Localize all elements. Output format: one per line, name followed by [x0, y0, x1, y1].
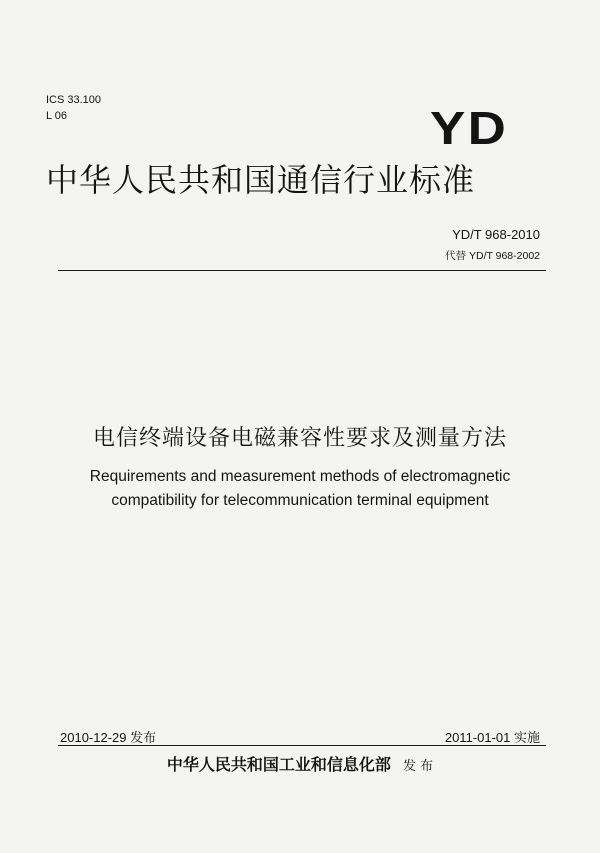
issuer-name: 中华人民共和国工业和信息化部: [166, 755, 391, 774]
english-title-line-2: compatibility for telecommunication terminal equipment: [111, 492, 489, 509]
standard-number: YD/T 968-2010: [452, 227, 540, 242]
yd-logo: YD: [430, 102, 509, 154]
header-divider: [58, 270, 546, 271]
replaces-standard: 代替 YD/T 968-2002: [445, 250, 540, 262]
english-title-line-1: Requirements and measurement methods of electromagnetic: [89, 468, 511, 485]
industry-standard-title: 中华人民共和国通信行业标准: [46, 161, 476, 199]
classification-block: [46, 92, 101, 124]
effective-date: 2011-01-01 实施: [444, 730, 540, 745]
document-title-chinese: 电信终端设备电磁兼容性要求及测量方法: [92, 426, 507, 451]
publish-date: 2010-12-29 发布: [60, 730, 157, 745]
issuing-authority: [0, 752, 600, 775]
footer-divider: [58, 745, 546, 746]
ics-code: ICS 33.100: [46, 94, 102, 106]
issuer-action: 发 布: [402, 759, 434, 774]
ccs-code: L 06: [46, 110, 68, 122]
document-title-english: [0, 465, 600, 513]
